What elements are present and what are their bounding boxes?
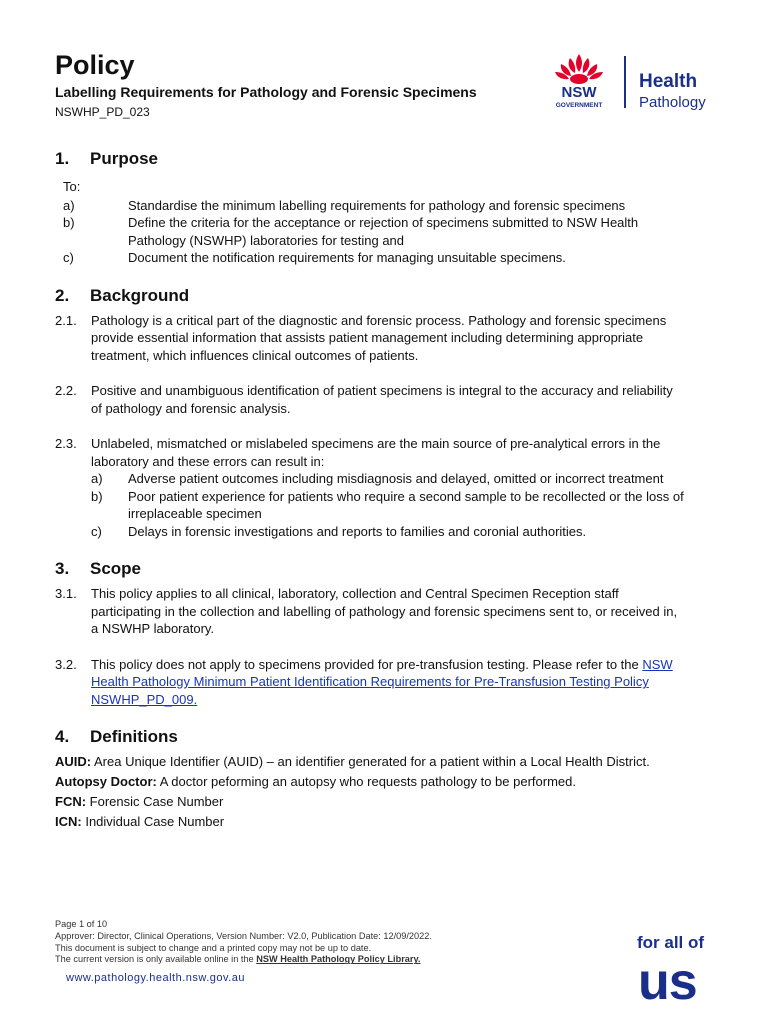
section-title: Definitions [90,727,178,746]
brand-tagline-top: for all of [637,933,705,952]
brand-tagline-bottom: us [638,953,697,1011]
government-text: GOVERNMENT [555,102,603,109]
definition-icn [55,813,685,830]
list-text: Delays in forensic investigations and reports to families and coronial authorities. [128,523,587,539]
print-notice: This document is subject to change and a printed copy may not be up to date. [55,942,372,953]
nsw-government-logo [548,52,610,112]
section-heading-definitions [55,726,685,748]
paragraph-2-2 [55,382,685,417]
list-label: b) [63,215,75,230]
health-pathology-logo-health: Health [639,71,698,92]
section-title: Purpose [90,149,159,168]
definition-term: ICN: [55,814,82,829]
logo-divider [624,56,626,108]
definition-term: FCN: [55,794,87,809]
paragraph-number: 2.3. [55,436,77,451]
list-label: a) [91,471,103,486]
list-text: Adverse patient outcomes including misdiagnosis and delayed, omitted or incorrect treatment [128,471,664,486]
paragraph-text: Pathology is a critical part of the diagnostic and forensic process. Pathology and forensic specimens provide essential information that assists patient management including determining appropriate treatment, which influences clinical outcomes of patients. [91,312,667,363]
document-body [55,148,685,833]
approver-info: Approver: Director, Clinical Operations, Version Number: V2.0, Publication Date: 12/09/2022. [55,930,432,941]
paragraph-text-lead: This policy does not apply to specimens provided for pre-transfusion testing. Please refer to the [91,656,643,672]
paragraph-3-1 [55,585,685,638]
section-number: 2. [55,285,70,305]
list-text: Document the notification requirements for managing unsuitable specimens. [128,250,566,265]
definition-text: A doctor peforming an autopsy who requests pathology to be performed. [156,774,576,789]
paragraph-number: 2.1. [55,312,77,328]
section-number: 4. [55,727,70,746]
paragraph-text: Unlabeled, mismatched or mislabeled specimens are the main source of pre-analytical errors in the laboratory and these errors can result in: [91,436,661,469]
list-label: b) [91,488,103,504]
paragraph-text: This policy applies to all clinical, laboratory, collection and Central Specimen Reception staff participating in the collection and labelling of pathology and forensic specimens sent to, or received in, a NSWHP laboratory. [91,586,678,636]
list-item [55,249,685,267]
health-pathology-logo-pathology: Pathology [639,94,706,111]
list-item [55,214,685,249]
paragraph-number: 3.2. [55,656,77,672]
page-footer [55,919,432,966]
list-item [91,523,685,541]
list-text: Poor patient experience for patients who require a second sample to be recollected or the loss of irreplaceable specimen [128,488,684,521]
definition-text: Area Unique Identifier (AUID) – an identifier generated for a patient within a Local Health District. [91,754,650,769]
paragraph-2-3 [55,435,685,540]
section-title: Background [90,285,190,305]
definition-text: Forensic Case Number [86,794,224,809]
online-version-notice [55,954,432,966]
definition-autopsy-doctor [55,773,685,790]
paragraph-2-1 [55,312,685,365]
document-code: NSWHP_PD_023 [55,105,150,119]
paragraph-number: 3.1. [55,586,77,601]
policy-library-link[interactable]: NSW Health Pathology Policy Library. [256,954,421,965]
paragraph-text: Positive and unambiguous identification of patient specimens is integral to the accuracy and reliability of pathology and forensic analysis. [91,383,673,416]
section-title: Scope [90,559,142,578]
pre-transfusion-policy-link[interactable]: NSW Health Pathology Minimum Patient Identification Requirements for Pre-Transfusion Testing Policy NSWHP_PD_009. [91,656,673,707]
list-item [91,470,685,488]
definition-auid [55,753,685,770]
waratah-icon [555,54,603,84]
list-label: c) [91,523,102,539]
nsw-text: NSW [561,84,597,101]
purpose-intro: To: [63,179,81,194]
definition-text: Individual Case Number [81,814,225,829]
list-text: Define the criteria for the acceptance or rejection of specimens submitted to NSW Health Pathology (NSWHP) laboratories for testing and [128,215,639,248]
paragraph-number: 2.2. [55,383,77,398]
list-item [91,488,685,523]
section-number: 3. [55,559,70,578]
definition-term: Autopsy Doctor: [55,774,157,789]
online-prefix: The current version is only available online in the [55,954,257,965]
list-text: Standardise the minimum labelling requirements for pathology and forensic specimens [128,197,626,213]
section-heading-scope [55,558,685,580]
paragraph-text [91,656,685,709]
document-subtitle: Labelling Requirements for Pathology and Forensic Specimens [55,84,477,100]
section-heading-background [55,285,685,307]
list-label: a) [63,197,75,213]
website-url[interactable]: www.pathology.health.nsw.gov.au [66,972,245,984]
section-heading-purpose [55,148,685,170]
list-item [55,197,685,215]
paragraph-3-2 [55,656,685,709]
page-number: Page 1 of 10 [55,919,108,929]
definition-term: AUID: [55,754,92,769]
page-title: Policy [55,50,135,80]
list-label: c) [63,250,74,265]
section-number: 1. [55,149,70,168]
definition-fcn [55,793,685,810]
